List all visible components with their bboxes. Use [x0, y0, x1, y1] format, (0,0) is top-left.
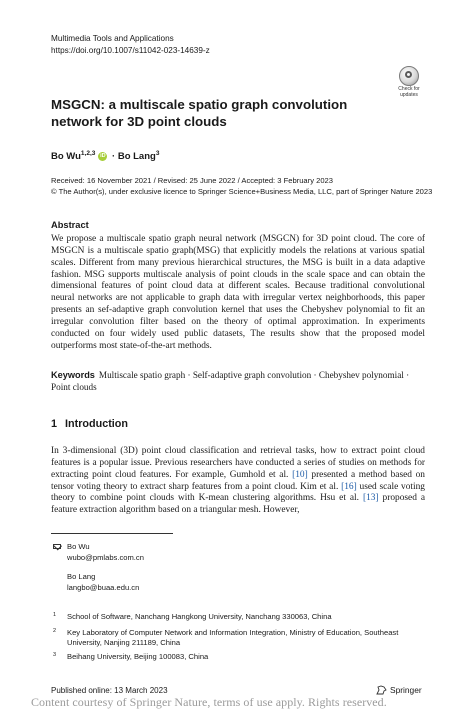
citation-link[interactable]: [10] — [292, 469, 308, 480]
author-affil-sup: 3 — [155, 150, 160, 157]
journal-name: Multimedia Tools and Applications — [51, 34, 174, 43]
affiliation-number: 2 — [53, 628, 57, 634]
courtesy-watermark: Content courtesy of Springer Nature, terms of use apply. Rights reserved. — [31, 695, 387, 709]
publisher-logo — [376, 685, 422, 695]
citation-link[interactable]: [13] — [362, 493, 379, 504]
doi-link[interactable]: https://doi.org/10.1007/s11042-023-14639-z — [51, 46, 210, 55]
section-heading — [51, 418, 128, 430]
keywords — [51, 370, 425, 394]
paper-title: MSGCN: a multiscale spatio graph convolution network for 3D point clouds — [51, 97, 348, 129]
author-separator: · — [112, 151, 116, 163]
publisher-name: Springer — [390, 685, 422, 695]
check-for-updates-badge[interactable] — [393, 66, 425, 100]
received-dates: Received: 16 November 2021 / Revised: 25 June 2022 / Accepted: 3 February 2023 — [51, 176, 333, 185]
introduction-paragraph: In 3-dimensional (3D) point cloud classification and retrieval tasks, how to extract point cloud features is a popular issue. Previous researchers have conducted a series of studies on methods for extracting point cloud features. For example, Gumhold et al. [10] presented a method based on tensor voting theory to extract sharp features from a point cloud. Kim et al. [16] used scale voting theory to combine point clouds with K-mean clustering algorithms. Hsu et al. [13] proposed a feature extraction algorithm based on a triangular mesh. However, — [51, 446, 426, 516]
update-icon — [399, 66, 419, 86]
copyright-line: © The Author(s), under exclusive licence to Springer Science+Business Media, LLC, part of Springer Nature 2023 — [51, 187, 433, 196]
affiliation-text: Key Laboratory of Computer Network and Information Integration, Ministry of Education, Southeast University, Nanjing 211189, China — [67, 628, 399, 647]
abstract-heading: Abstract — [51, 220, 89, 230]
keywords-label: Keywords — [51, 370, 95, 380]
badge-label: Check for updates — [398, 86, 420, 98]
envelope-icon — [53, 544, 61, 549]
affiliation-number: 3 — [53, 652, 57, 658]
author-affil-sup: 1,2,3 — [80, 150, 96, 157]
affiliation-text: Beihang University, Beijing 100083, China — [67, 652, 209, 661]
published-date: Published online: 13 March 2023 — [51, 686, 168, 695]
footnote-rule — [51, 533, 173, 534]
contact-email[interactable]: langbo@buaa.edu.cn — [67, 583, 140, 592]
author-list — [51, 150, 159, 162]
citation-link[interactable]: [16] — [341, 481, 357, 492]
contact-email[interactable]: wubo@pmlabs.com.cn — [67, 553, 144, 562]
affiliation-text: School of Software, Nanchang Hangkong University, Nanchang 330063, China — [67, 612, 332, 621]
contact-name: Bo Lang — [67, 572, 96, 581]
orcid-icon[interactable]: iD — [100, 153, 106, 160]
section-title: Introduction — [65, 418, 128, 430]
keywords-text: Multiscale spatio graph · Self-adaptive graph convolution · Chebyshev polynomial · Point clouds — [51, 370, 410, 392]
author-name[interactable]: Bo Wu — [51, 151, 81, 163]
author-name[interactable]: Bo Lang — [117, 151, 156, 163]
contact-name: Bo Wu — [67, 542, 90, 551]
springer-horse-icon — [376, 685, 387, 695]
abstract-text: We propose a multiscale spatio graph neural network (MSGCN) for 3D point cloud. The core of MSGCN is a multiscale spatio graph(MSG) that explicitly models the relations at various spatial scales. Different from many previous hierarchical structures, the MSG is built in a data adaptive fashion. MSG supports multiscale analysis of point clouds in the scale space and can obtain the dimensional features of point cloud data at different scales. Because traditional convolutional neural networks are not applicable to graph data with irregular vertex neighborhoods, this paper presents an sef-adaptive graph convolution kernel that uses the Chebyshev polynomial to fit an irregular convolution filter based on the theory of optimal approximation. In experiments conducted on four widely used public datasets, The results show that the proposed model outperforms most state-of-the-art methods. — [51, 234, 425, 351]
affiliation-number: 1 — [53, 612, 57, 618]
section-number: 1 — [51, 418, 58, 430]
